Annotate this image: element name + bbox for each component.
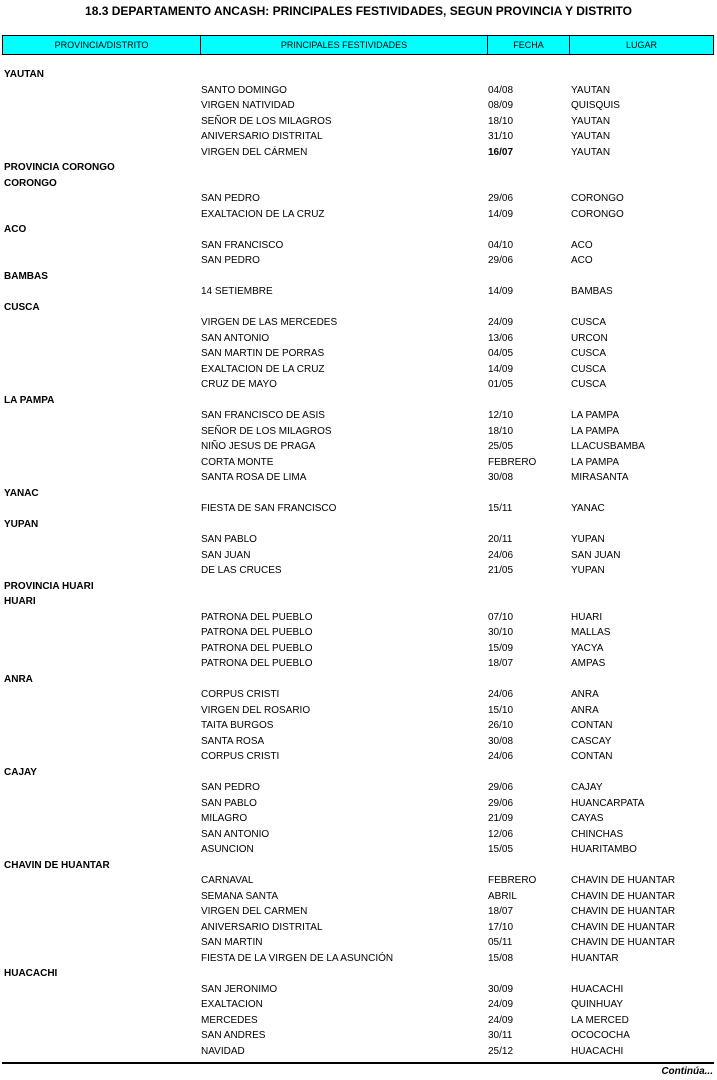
table-row <box>0 346 717 362</box>
date-cell: 24/06 <box>488 751 514 762</box>
festivity-cell: ANIVERSARIO DISTRITAL <box>201 921 323 933</box>
date-cell: 01/05 <box>488 379 514 390</box>
table-row <box>0 455 717 471</box>
festivity-cell: SANTA ROSA DE LIMA <box>201 472 307 483</box>
festivity-cell: SEÑOR DE LOS MILAGROS <box>201 115 332 127</box>
place-cell: YAUTAN <box>571 131 611 142</box>
table-row <box>0 191 717 207</box>
group-label: YUPAN <box>4 518 39 530</box>
date-cell: FEBRERO <box>488 456 537 468</box>
date-cell: 15/11 <box>488 503 513 514</box>
place-cell: YACYA <box>571 642 604 654</box>
date-cell: 16/07 <box>488 146 514 158</box>
festivity-cell: CORTA MONTE <box>201 456 274 468</box>
group-label: YANAC <box>4 487 39 499</box>
festivity-cell: SAN ANTONIO <box>201 828 270 840</box>
festivity-cell: CRUZ DE MAYO <box>201 379 277 390</box>
date-cell: 30/09 <box>488 983 514 995</box>
festivity-cell: SAN FRANCISCO DE ASIS <box>201 410 325 421</box>
date-cell: 25/05 <box>488 441 514 452</box>
date-cell: 15/05 <box>488 844 514 855</box>
header-festividades: PRINCIPALES FESTIVIDADES <box>201 36 488 54</box>
group-label: ACO <box>4 224 27 235</box>
table-row <box>0 284 717 300</box>
date-cell: 12/06 <box>488 828 514 840</box>
place-cell: HUARI <box>571 611 603 623</box>
place-cell: CORONGO <box>571 193 624 204</box>
festivity-cell: CORPUS CRISTI <box>201 689 280 700</box>
table-row <box>0 563 717 579</box>
place-cell: LLACUSBAMBA <box>571 441 645 452</box>
date-cell: 15/09 <box>488 642 514 654</box>
table-row <box>0 889 717 905</box>
festivity-cell: SEÑOR DE LOS MILAGROS <box>201 425 332 437</box>
place-cell: HUARITAMBO <box>571 844 637 855</box>
place-cell: YAUTAN <box>571 146 611 158</box>
group-row <box>0 765 717 781</box>
festivity-cell: SAN PEDRO <box>201 193 260 204</box>
group-label: YAUTAN <box>4 69 45 80</box>
date-cell: 05/11 <box>488 937 513 948</box>
table-row <box>0 439 717 455</box>
table-row <box>0 129 717 145</box>
table-row <box>0 501 717 517</box>
place-cell: ANRA <box>571 704 599 716</box>
date-cell: 14/09 <box>488 286 514 297</box>
place-cell: CONTAN <box>571 720 613 731</box>
table-row <box>0 253 717 269</box>
table-row <box>0 873 717 889</box>
place-cell: CHAVIN DE HUANTAR <box>571 875 676 886</box>
date-cell: FEBRERO <box>488 875 537 886</box>
place-cell: ANRA <box>571 689 599 700</box>
date-cell: 14/09 <box>488 208 514 220</box>
place-cell: ACO <box>571 255 593 266</box>
table-row <box>0 749 717 765</box>
header-fecha: FECHA <box>488 36 570 54</box>
group-row <box>0 222 717 238</box>
table-row <box>0 842 717 858</box>
table-row <box>0 207 717 223</box>
festivity-cell: TAITA BURGOS <box>201 720 274 731</box>
date-cell: 29/06 <box>488 782 514 793</box>
place-cell: CAYAS <box>571 813 604 824</box>
table-row <box>0 1028 717 1044</box>
festivity-cell: MILAGRO <box>201 813 248 824</box>
date-cell: 31/10 <box>488 131 514 142</box>
date-cell: 13/06 <box>488 332 514 344</box>
table-row <box>0 687 717 703</box>
date-cell: 12/10 <box>488 410 514 421</box>
table-row <box>0 377 717 393</box>
group-label: CUSCA <box>4 301 40 313</box>
table-row <box>0 114 717 130</box>
festivity-cell: SAN PEDRO <box>201 782 260 793</box>
place-cell: HUACACHI <box>571 1045 624 1057</box>
table-row <box>0 145 717 161</box>
date-cell: ABRIL <box>488 890 517 902</box>
festivity-cell: CARNAVAL <box>201 875 254 886</box>
festivity-cell: SAN ANTONIO <box>201 332 270 344</box>
place-cell: CUSCA <box>571 379 607 390</box>
festivity-cell: SAN FRANCISCO <box>201 239 284 251</box>
festivity-cell: DE LAS CRUCES <box>201 565 282 576</box>
place-cell: LA PAMPA <box>571 456 619 468</box>
date-cell: 24/09 <box>488 317 514 328</box>
date-cell: 18/07 <box>488 658 514 669</box>
festivity-cell: SAN PABLO <box>201 797 257 809</box>
table-row <box>0 780 717 796</box>
date-cell: 18/10 <box>488 425 514 437</box>
group-row <box>0 486 717 502</box>
group-row <box>0 517 717 533</box>
date-cell: 04/08 <box>488 84 514 96</box>
date-cell: 18/07 <box>488 906 514 917</box>
date-cell: 24/09 <box>488 999 514 1010</box>
festivity-cell: ANIVERSARIO DISTRITAL <box>201 131 323 142</box>
place-cell: CHAVIN DE HUANTAR <box>571 921 676 933</box>
festivity-cell: FIESTA DE LA VIRGEN DE LA ASUNCIÓN <box>201 952 394 964</box>
place-cell: LA PAMPA <box>571 410 619 421</box>
place-cell: CORONGO <box>571 208 624 220</box>
table-row <box>0 827 717 843</box>
date-cell: 04/05 <box>488 348 514 359</box>
table-row <box>0 548 717 564</box>
festivity-cell: VIRGEN DEL ROSARIO <box>201 704 311 716</box>
table-row <box>0 951 717 967</box>
date-cell: 15/10 <box>488 704 514 716</box>
group-row <box>0 672 717 688</box>
table-row <box>0 315 717 331</box>
group-row <box>0 594 717 610</box>
festivity-cell: SANTO DOMINGO <box>201 84 287 96</box>
table-row <box>0 656 717 672</box>
place-cell: LA PAMPA <box>571 425 619 437</box>
date-cell: 30/08 <box>488 735 514 747</box>
place-cell: CONTAN <box>571 751 613 762</box>
festivity-cell: SAN JERONIMO <box>201 983 278 995</box>
festivity-cell: PATRONA DEL PUEBLO <box>201 627 313 638</box>
date-cell: 26/10 <box>488 720 514 731</box>
date-cell: 08/09 <box>488 100 514 111</box>
table-row <box>0 331 717 347</box>
bottom-divider <box>2 1062 714 1064</box>
festivity-cell: PATRONA DEL PUEBLO <box>201 611 313 623</box>
group-label: BAMBAS <box>4 270 48 282</box>
festivity-cell: FIESTA DE SAN FRANCISCO <box>201 503 337 514</box>
table-row <box>0 734 717 750</box>
place-cell: OCOCOCHA <box>571 1030 630 1041</box>
table-body <box>0 67 717 1059</box>
date-cell: 21/05 <box>488 565 514 576</box>
place-cell: CUSCA <box>571 348 607 359</box>
festivity-cell: PATRONA DEL PUEBLO <box>201 658 313 669</box>
place-cell: CHAVIN DE HUANTAR <box>571 937 676 948</box>
table-row <box>0 625 717 641</box>
date-cell: 24/06 <box>488 549 514 561</box>
place-cell: SAN JUAN <box>571 549 621 561</box>
group-row <box>0 858 717 874</box>
date-cell: 04/10 <box>488 239 514 251</box>
festivity-cell: SAN JUAN <box>201 549 251 561</box>
place-cell: BAMBAS <box>571 286 613 297</box>
group-label: CORONGO <box>4 177 57 189</box>
festivity-cell: EXALTACION DE LA CRUZ <box>201 208 325 220</box>
table-row <box>0 470 717 486</box>
festivity-cell: VIRGEN DE LAS MERCEDES <box>201 317 338 328</box>
table-row <box>0 424 717 440</box>
group-row <box>0 579 717 595</box>
date-cell: 24/09 <box>488 1014 514 1026</box>
festivity-cell: SAN MARTIN <box>201 937 263 948</box>
table-row <box>0 1013 717 1029</box>
date-cell: 18/10 <box>488 115 514 127</box>
place-cell: CUSCA <box>571 363 607 375</box>
table-row <box>0 641 717 657</box>
group-row <box>0 67 717 83</box>
place-cell: MIRASANTA <box>571 472 629 483</box>
date-cell: 29/06 <box>488 797 514 809</box>
place-cell: QUISQUIS <box>571 100 620 111</box>
table-row <box>0 904 717 920</box>
group-row <box>0 176 717 192</box>
table-row <box>0 703 717 719</box>
table-row <box>0 408 717 424</box>
date-cell: 30/10 <box>488 627 514 638</box>
date-cell: 25/12 <box>488 1045 514 1057</box>
date-cell: 14/09 <box>488 363 514 375</box>
festivity-cell: EXALTACION <box>201 999 263 1010</box>
place-cell: YUPAN <box>571 565 605 576</box>
festivity-cell: VIRGEN DEL CÁRMEN <box>201 146 308 158</box>
group-label: LA PAMPA <box>4 394 55 406</box>
place-cell: MALLAS <box>571 627 611 638</box>
table-row <box>0 532 717 548</box>
table-row <box>0 83 717 99</box>
group-label: HUARI <box>4 596 36 607</box>
place-cell: AMPAS <box>571 658 606 669</box>
header-provincia-distrito: PROVINCIA/DISTRITO <box>3 36 201 54</box>
festivity-cell: SEMANA SANTA <box>201 890 279 902</box>
festivity-cell: VIRGEN DEL CARMEN <box>201 906 308 917</box>
festivity-cell: SAN MARTIN DE PORRAS <box>201 348 325 359</box>
place-cell: YAUTAN <box>571 84 611 96</box>
group-row <box>0 300 717 316</box>
group-label: CAJAY <box>4 766 37 778</box>
place-cell: HUANTAR <box>571 952 619 964</box>
festivity-cell: SANTA ROSA <box>201 735 265 747</box>
place-cell: CUSCA <box>571 317 607 328</box>
place-cell: QUINHUAY <box>571 999 624 1010</box>
table-header <box>2 35 714 55</box>
group-row <box>0 966 717 982</box>
date-cell: 21/09 <box>488 813 514 824</box>
date-cell: 20/11 <box>488 534 513 545</box>
place-cell: CHAVIN DE HUANTAR <box>571 890 676 902</box>
header-lugar: LUGAR <box>625 40 657 50</box>
place-cell: YUPAN <box>571 534 605 545</box>
table-row <box>0 811 717 827</box>
table-row <box>0 935 717 951</box>
festivity-cell: CORPUS CRISTI <box>201 751 280 762</box>
place-cell: ACO <box>571 239 593 251</box>
place-cell: HUACACHI <box>571 983 624 995</box>
page-title: 18.3 DEPARTAMENTO ANCASH: PRINCIPALES FESTIVIDADES, SEGUN PROVINCIA Y DISTRITO <box>85 4 632 18</box>
festivity-cell: ASUNCION <box>201 844 254 855</box>
group-row <box>0 393 717 409</box>
place-cell: CHINCHAS <box>571 828 624 840</box>
place-cell: CAJAY <box>571 782 603 793</box>
festivity-cell: 14 SETIEMBRE <box>201 286 273 297</box>
festivity-cell: MERCEDES <box>201 1014 258 1026</box>
table-row <box>0 98 717 114</box>
festivity-cell: EXALTACION DE LA CRUZ <box>201 363 325 375</box>
place-cell: URCON <box>571 332 608 344</box>
date-cell: 07/10 <box>488 611 514 623</box>
table-row <box>0 238 717 254</box>
group-label: HUACACHI <box>4 968 58 979</box>
table-row <box>0 1044 717 1060</box>
date-cell: 29/06 <box>488 193 514 204</box>
festivity-cell: SAN PEDRO <box>201 255 260 266</box>
group-label: ANRA <box>4 673 33 685</box>
table-row <box>0 920 717 936</box>
date-cell: 24/06 <box>488 689 514 700</box>
group-label: PROVINCIA CORONGO <box>4 162 115 173</box>
place-cell: CHAVIN DE HUANTAR <box>571 906 676 917</box>
place-cell: LA MERCED <box>571 1014 629 1026</box>
festivity-cell: PATRONA DEL PUEBLO <box>201 642 313 654</box>
date-cell: 15/08 <box>488 952 514 964</box>
group-label: PROVINCIA HUARI <box>4 580 94 592</box>
table-row <box>0 997 717 1013</box>
group-label: CHAVIN DE HUANTAR <box>4 859 110 871</box>
date-cell: 30/08 <box>488 472 514 483</box>
festivity-cell: NAVIDAD <box>201 1045 245 1057</box>
festivity-cell: SAN PABLO <box>201 534 257 545</box>
festivity-cell: NIÑO JESUS DE PRAGA <box>201 441 316 452</box>
festivity-cell: SAN ANDRES <box>201 1030 266 1041</box>
table-row <box>0 610 717 626</box>
group-row <box>0 160 717 176</box>
place-cell: HUANCARPATA <box>571 797 645 809</box>
date-cell: 30/11 <box>488 1030 513 1041</box>
date-cell: 29/06 <box>488 255 514 266</box>
table-row <box>0 362 717 378</box>
date-cell: 17/10 <box>488 921 514 933</box>
place-cell: YANAC <box>571 503 605 514</box>
continues-note: Continúa... <box>661 1066 713 1077</box>
festivity-cell: VIRGEN NATIVIDAD <box>201 100 295 111</box>
table-row <box>0 982 717 998</box>
table-row <box>0 796 717 812</box>
place-cell: YAUTAN <box>571 115 611 127</box>
table-row <box>0 718 717 734</box>
place-cell: CASCAY <box>571 735 612 747</box>
group-row <box>0 269 717 285</box>
